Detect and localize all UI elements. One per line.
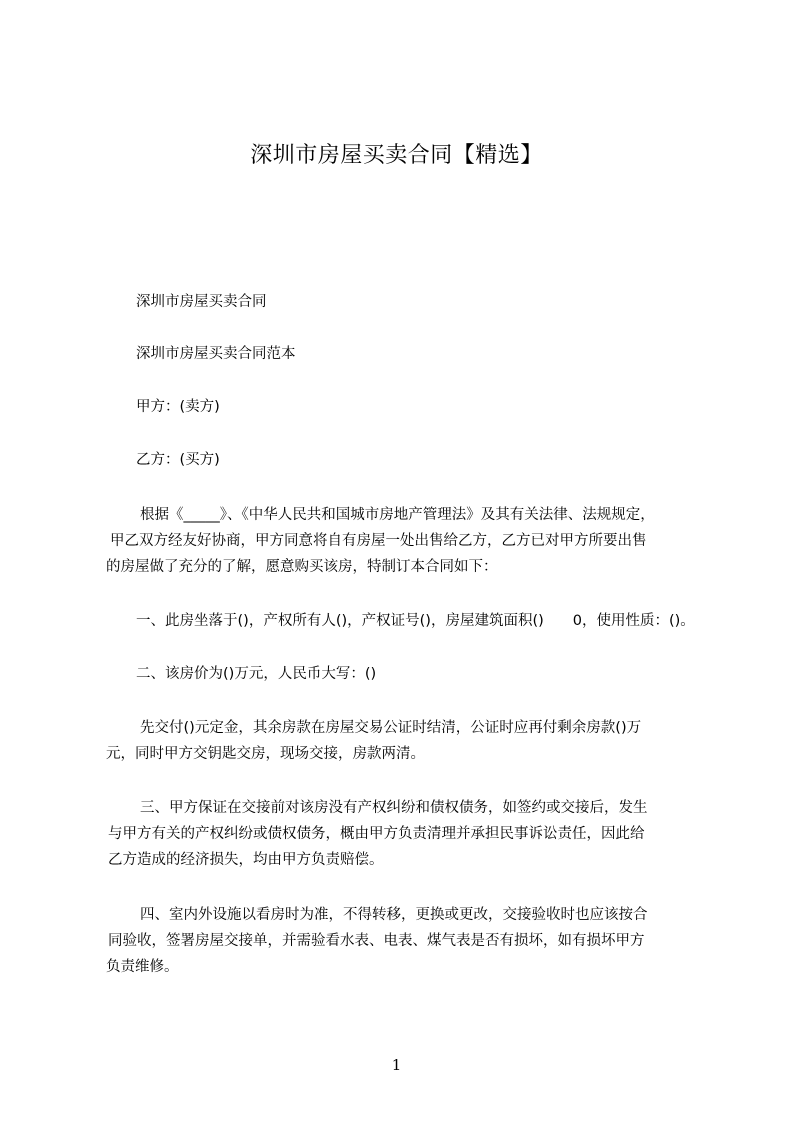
paragraph-party-b (106, 447, 726, 473)
paragraph-party-a (106, 394, 726, 420)
paragraph-line: 甲方：(卖方) (136, 399, 220, 415)
paragraph-line: 元，同时甲方交钥匙交房，现场交接，房款两清。 (106, 746, 425, 762)
paragraph-clause-3 (106, 795, 726, 873)
paragraph-line: 四、室内外设施以看房时为准，不得转移，更换或更改，交接验收时也应该按合 (140, 907, 648, 923)
paragraph-clause-1 (106, 608, 726, 634)
paragraph-line: 二、该房价为()万元，人民币大写：() (136, 666, 377, 682)
paragraph-line: 甲乙双方经友好协商，甲方同意将自有房屋一处出售给乙方，乙方已对甲方所要出售 (110, 533, 647, 549)
document-title: 深圳市房屋买卖合同【精选】 (250, 143, 543, 168)
paragraph-contract-name (106, 289, 726, 315)
paragraph-line: 乙方：(买方) (136, 452, 220, 468)
paragraph-line: 与甲方有关的产权纠纷或债权债务，概由甲方负责清理并承担民事诉讼责任，因此给 (108, 826, 645, 842)
paragraph-line: 根据《_____》、《中华人民共和国城市房地产管理法》及其有关法律、法规规定， (140, 507, 655, 523)
paragraph-line: 的房屋做了充分的了解，愿意购买该房，特制订本合同如下： (106, 559, 498, 575)
paragraph-line: 深圳市房屋买卖合同范本 (136, 346, 296, 362)
paragraph-line: 负责维修。 (106, 959, 179, 975)
paragraph-line: 先交付()元定金，其余房款在房屋交易公证时结清，公证时应再付剩余房款()万 (140, 720, 642, 736)
paragraph-line: 深圳市房屋买卖合同 (136, 294, 267, 310)
paragraph-line: 三、甲方保证在交接前对该房没有产权纠纷和债权债务，如签约或交接后，发生 (140, 800, 648, 816)
paragraph-clause-2 (106, 661, 726, 687)
paragraph-contract-template (106, 341, 726, 367)
paragraph-line: 同验收，签署房屋交接单，并需验看水表、电表、煤气表是否有损坏，如有损坏甲方 (108, 933, 645, 949)
paragraph-preamble (106, 502, 726, 580)
paragraph-line: 乙方造成的经济损失，均由甲方负责赔偿。 (108, 852, 384, 868)
page-number: 1 (391, 1056, 402, 1074)
paragraph-line: 一、此房坐落于()，产权所有人()，产权证号()，房屋建筑面积() 0，使用性质：()。 (136, 613, 695, 629)
paragraph-deposit (106, 715, 726, 767)
paragraph-clause-4 (106, 902, 726, 980)
